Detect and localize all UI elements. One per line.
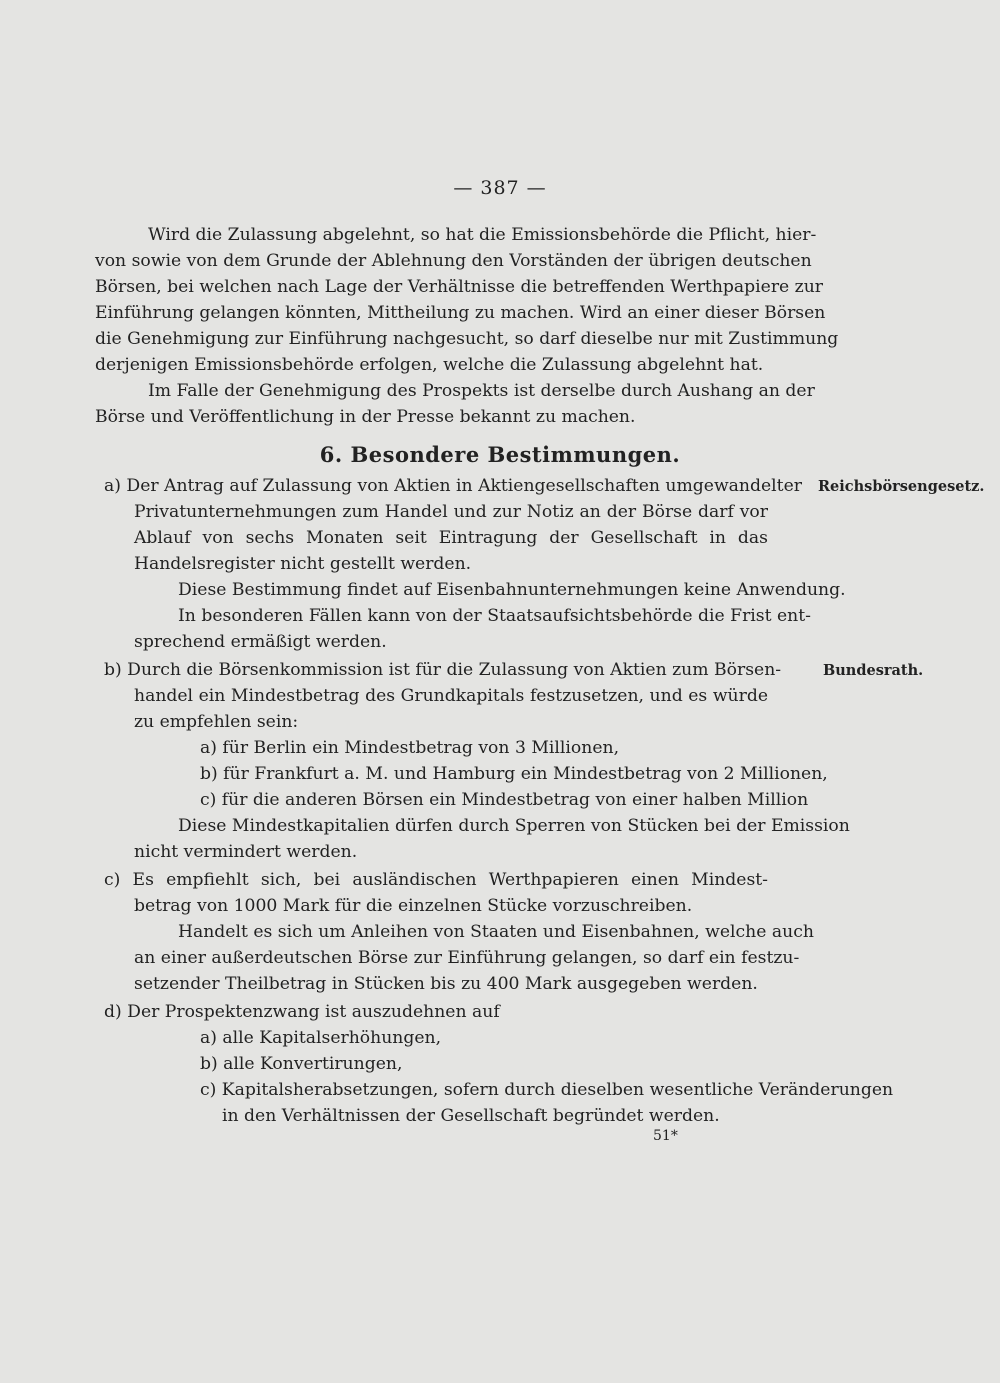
text-line: a) für Berlin ein Mindestbetrag von 3 Millionen, [200,738,620,758]
text-line: c) Es empfiehlt sich, bei ausländischen Werthpapieren einen Mindest- [104,870,768,890]
page-number: — 387 — [453,177,547,199]
text-line: Handelt es sich um Anleihen von Staaten und Eisenbahnen, welche auch [178,922,814,942]
text-line: Börsen, bei welchen nach Lage der Verhältnisse die betreffenden Werthpapiere zur [95,277,824,297]
text-line: an einer außerdeutschen Börse zur Einführung gelangen, so darf ein festzu- [134,948,800,968]
text-line: Handelsregister nicht gestellt werden. [134,554,472,574]
text-line: in den Verhältnissen der Gesellschaft begründet werden. [222,1106,720,1126]
text-line: b) für Frankfurt a. M. und Hamburg ein Mindestbetrag von 2 Millionen, [200,764,828,784]
text-line: Diese Bestimmung findet auf Eisenbahnunternehmungen keine Anwendung. [178,580,846,600]
text-line: die Genehmigung zur Einführung nachgesucht, so darf dieselbe nur mit Zustimmung [95,329,839,349]
text-line: Im Falle der Genehmigung des Prospekts ist derselbe durch Aushang an der [148,381,815,401]
text-line: In besonderen Fällen kann von der Staatsaufsichtsbehörde die Frist ent- [178,606,811,626]
text-line: Einführung gelangen könnten, Mittheilung zu machen. Wird an einer dieser Börsen [95,303,826,323]
text-line: c) für die anderen Börsen ein Mindestbetrag von einer halben Million [200,790,809,810]
text-line: sprechend ermäßigt werden. [134,632,387,652]
text-line: von sowie von dem Grunde der Ablehnung den Vorständen der übrigen deutschen [95,251,812,271]
text-line: setzender Theilbetrag in Stücken bis zu 400 Mark ausgegeben werden. [134,974,758,994]
text-line: b) alle Konvertirungen, [200,1054,403,1074]
margin-note-bundesrath: Bundesrath. [823,662,924,679]
text-line: handel ein Mindestbetrag des Grundkapitals festzusetzen, und es würde [134,686,768,706]
text-line: a) Der Antrag auf Zulassung von Aktien in Aktiengesellschaften umgewandelter [104,476,802,496]
text-line: c) Kapitalsherabsetzungen, sofern durch dieselben wesentliche Veränderungen [200,1080,894,1100]
text-line: a) alle Kapitalserhöhungen, [200,1028,442,1048]
section-heading: 6. Besondere Bestimmungen. [319,442,681,467]
text-line: betrag von 1000 Mark für die einzelnen Stücke vorzuschreiben. [134,896,693,916]
text-line: zu empfehlen sein: [134,712,299,732]
text-line: derjenigen Emissionsbehörde erfolgen, welche die Zulassung abgelehnt hat. [95,355,764,375]
text-line: d) Der Prospektenzwang ist auszudehnen auf [104,1002,500,1022]
text-line: nicht vermindert werden. [134,842,358,862]
text-line: b) Durch die Börsenkommission ist für die Zulassung von Aktien zum Börsen- [104,660,782,680]
text-line: Ablauf von sechs Monaten seit Eintragung der Gesellschaft in das [134,528,768,548]
text-line: Wird die Zulassung abgelehnt, so hat die Emissionsbehörde die Pflicht, hier- [148,225,817,245]
margin-note-reichsboersengesetz: Reichsbörsengesetz. [818,478,985,495]
text-line: Börse und Veröffentlichung in der Presse bekannt zu machen. [95,407,636,427]
text-line: Diese Mindestkapitalien dürfen durch Sperren von Stücken bei der Emission [178,816,850,836]
text-line: Privatunternehmungen zum Handel und zur Notiz an der Börse darf vor [134,502,768,522]
signature-mark: 51* [653,1128,678,1144]
